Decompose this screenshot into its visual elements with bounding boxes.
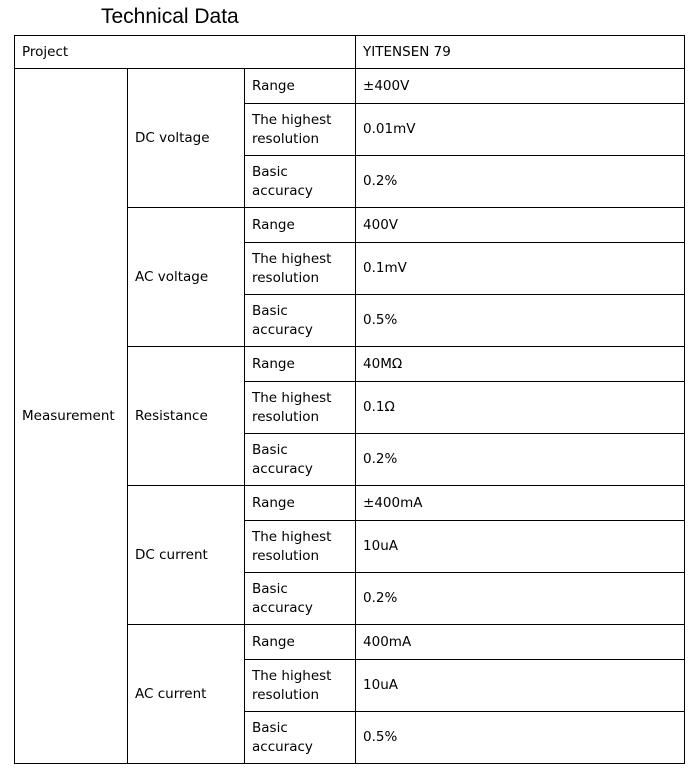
param-cell: The highest resolution: [245, 382, 356, 434]
group-name-cell: AC voltage: [128, 208, 245, 347]
param-cell: Range: [245, 347, 356, 382]
value-cell: 10uA: [356, 660, 685, 712]
param-cell: Range: [245, 486, 356, 521]
param-cell: The highest resolution: [245, 104, 356, 156]
param-cell: Basic accuracy: [245, 156, 356, 208]
value-cell: 10uA: [356, 521, 685, 573]
table-header-row: [15, 36, 685, 69]
page-title: Technical Data: [101, 5, 239, 28]
value-cell: 400V: [356, 208, 685, 243]
table-row: [15, 69, 685, 104]
param-cell: Range: [245, 625, 356, 660]
value-cell: 0.1Ω: [356, 382, 685, 434]
param-cell: The highest resolution: [245, 243, 356, 295]
group-name-cell: DC current: [128, 486, 245, 625]
value-cell: 0.2%: [356, 156, 685, 208]
value-cell: 0.5%: [356, 295, 685, 347]
param-cell: The highest resolution: [245, 660, 356, 712]
param-cell: Range: [245, 69, 356, 104]
param-cell: The highest resolution: [245, 521, 356, 573]
value-cell: 40MΩ: [356, 347, 685, 382]
param-cell: Basic accuracy: [245, 712, 356, 764]
group-name-cell: AC current: [128, 625, 245, 764]
value-cell: 0.2%: [356, 434, 685, 486]
value-cell: 0.5%: [356, 712, 685, 764]
value-cell: ±400V: [356, 69, 685, 104]
value-cell: 400mA: [356, 625, 685, 660]
project-label-cell: Project: [15, 36, 356, 69]
measurement-label-cell: Measurement: [15, 69, 128, 764]
group-name-cell: Resistance: [128, 347, 245, 486]
group-name-cell: DC voltage: [128, 69, 245, 208]
param-cell: Range: [245, 208, 356, 243]
technical-data-table: [14, 35, 685, 764]
value-cell: ±400mA: [356, 486, 685, 521]
model-cell: YITENSEN 79: [356, 36, 685, 69]
value-cell: 0.01mV: [356, 104, 685, 156]
param-cell: Basic accuracy: [245, 434, 356, 486]
param-cell: Basic accuracy: [245, 573, 356, 625]
value-cell: 0.1mV: [356, 243, 685, 295]
value-cell: 0.2%: [356, 573, 685, 625]
param-cell: Basic accuracy: [245, 295, 356, 347]
